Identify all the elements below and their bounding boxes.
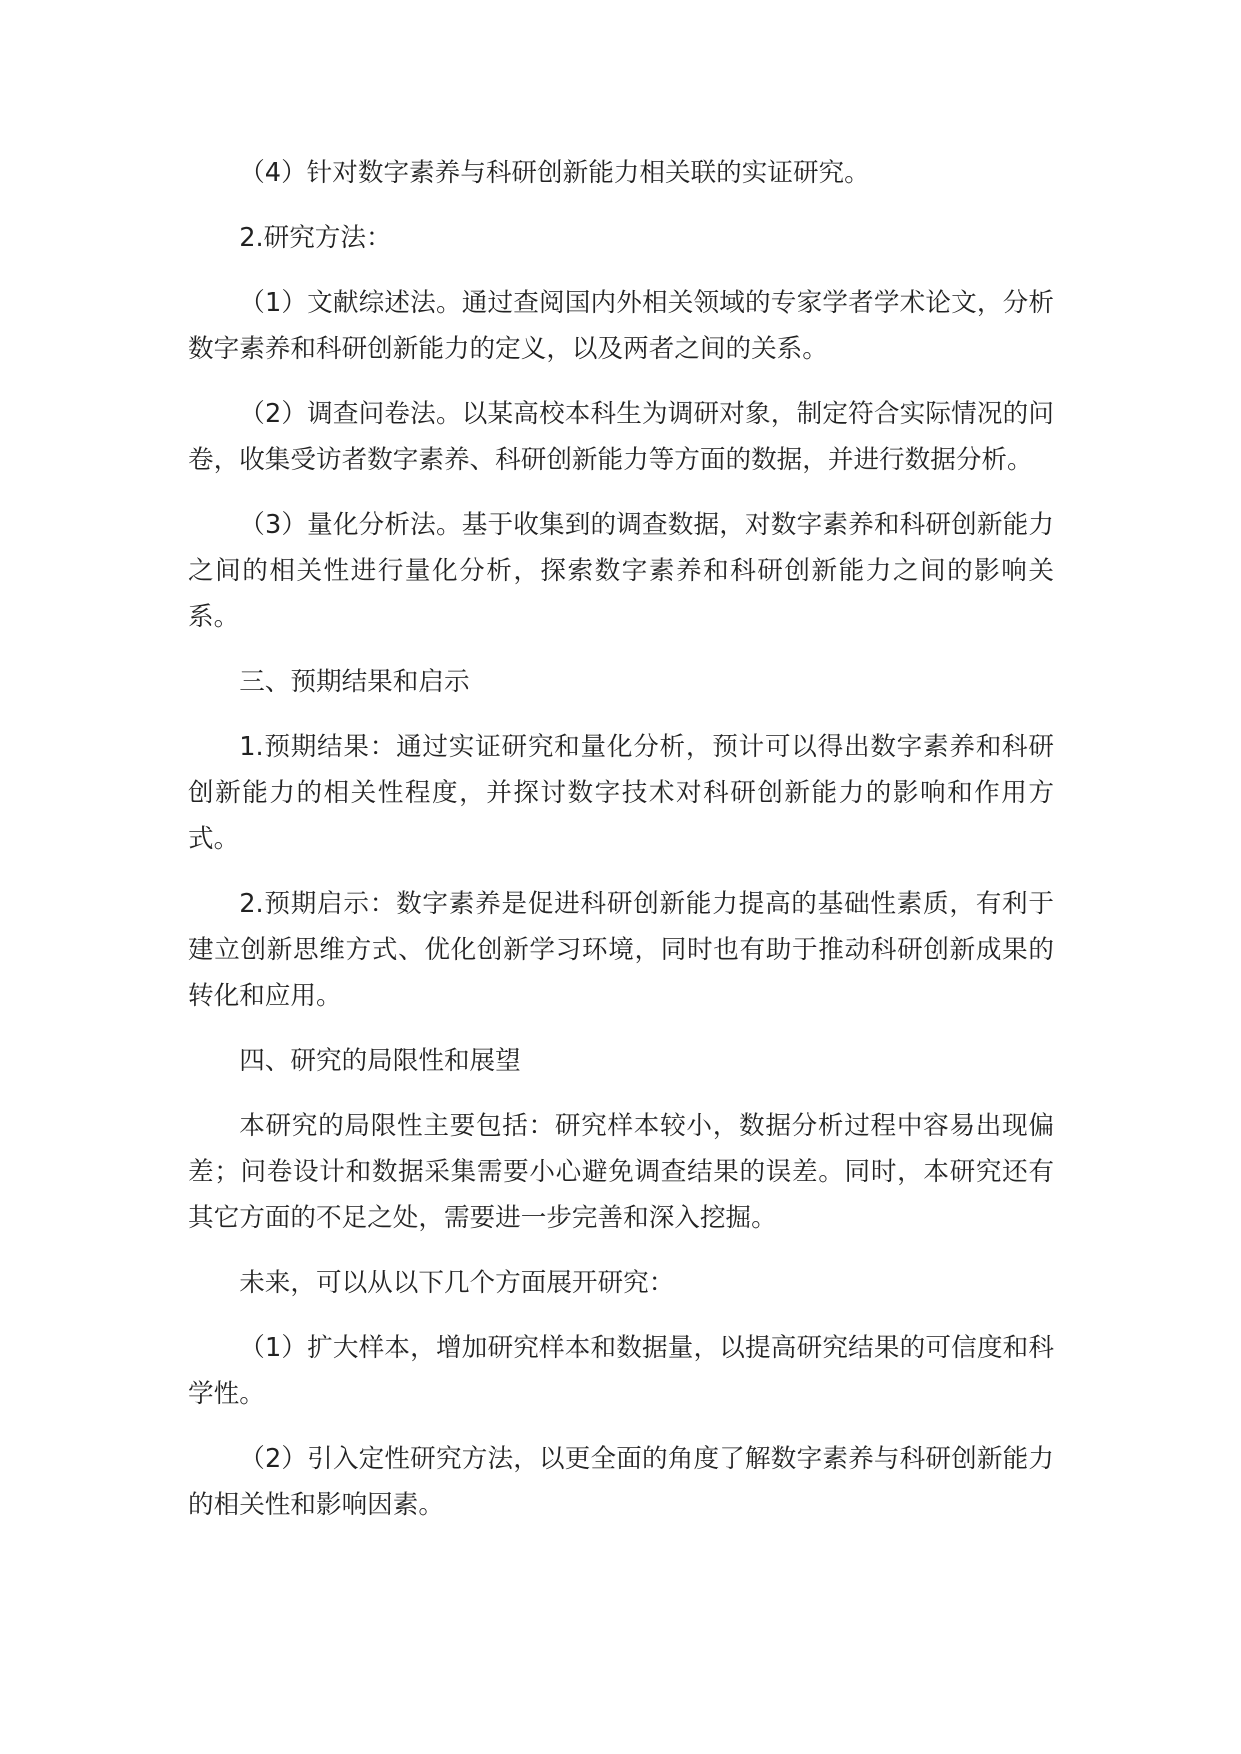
document-body (188, 150, 1054, 1547)
method-literature-review: （1）文献综述法。通过查阅国内外相关领域的专家学者学术论文，分析数字素养和科研创新能力的定义，以及两者之间的关系。 (188, 288, 1054, 364)
list-item-empirical-study: （4）针对数字素养与科研创新能力相关联的实证研究。 (239, 158, 870, 188)
method-quantitative-analysis: （3）量化分析法。基于收集到的调查数据，对数字素养和科研创新能力之间的相关性进行量化分析，探索数字素养和科研创新能力之间的影响关系。 (188, 510, 1054, 632)
future-research-intro: 未来，可以从以下几个方面展开研究： (239, 1268, 675, 1298)
subheading-research-methods: 2.研究方法： (239, 223, 392, 253)
limitations-paragraph: 本研究的局限性主要包括：研究样本较小，数据分析过程中容易出现偏差；问卷设计和数据采集需要小心避免调查结果的误差。同时，本研究还有其它方面的不足之处，需要进一步完善和深入挖掘。 (188, 1111, 1054, 1233)
expected-implications-paragraph: 2.预期启示：数字素养是促进科研创新能力提高的基础性素质，有利于建立创新思维方式、优化创新学习环境，同时也有助于推动科研创新成果的转化和应用。 (188, 889, 1054, 1011)
future-item-qualitative-methods: （2）引入定性研究方法，以更全面的角度了解数字素养与科研创新能力的相关性和影响因素。 (188, 1444, 1054, 1520)
expected-results-paragraph: 1.预期结果：通过实证研究和量化分析，预计可以得出数字素养和科研创新能力的相关性程度，并探讨数字技术对科研创新能力的影响和作用方式。 (188, 732, 1054, 854)
section-heading-expected-results: 三、预期结果和启示 (239, 667, 470, 697)
future-item-expand-sample: （1）扩大样本，增加研究样本和数据量，以提高研究结果的可信度和科学性。 (188, 1333, 1054, 1409)
section-heading-limitations: 四、研究的局限性和展望 (239, 1046, 521, 1076)
method-questionnaire-survey: （2）调查问卷法。以某高校本科生为调研对象，制定符合实际情况的问卷，收集受访者数字素养、科研创新能力等方面的数据，并进行数据分析。 (188, 399, 1054, 475)
